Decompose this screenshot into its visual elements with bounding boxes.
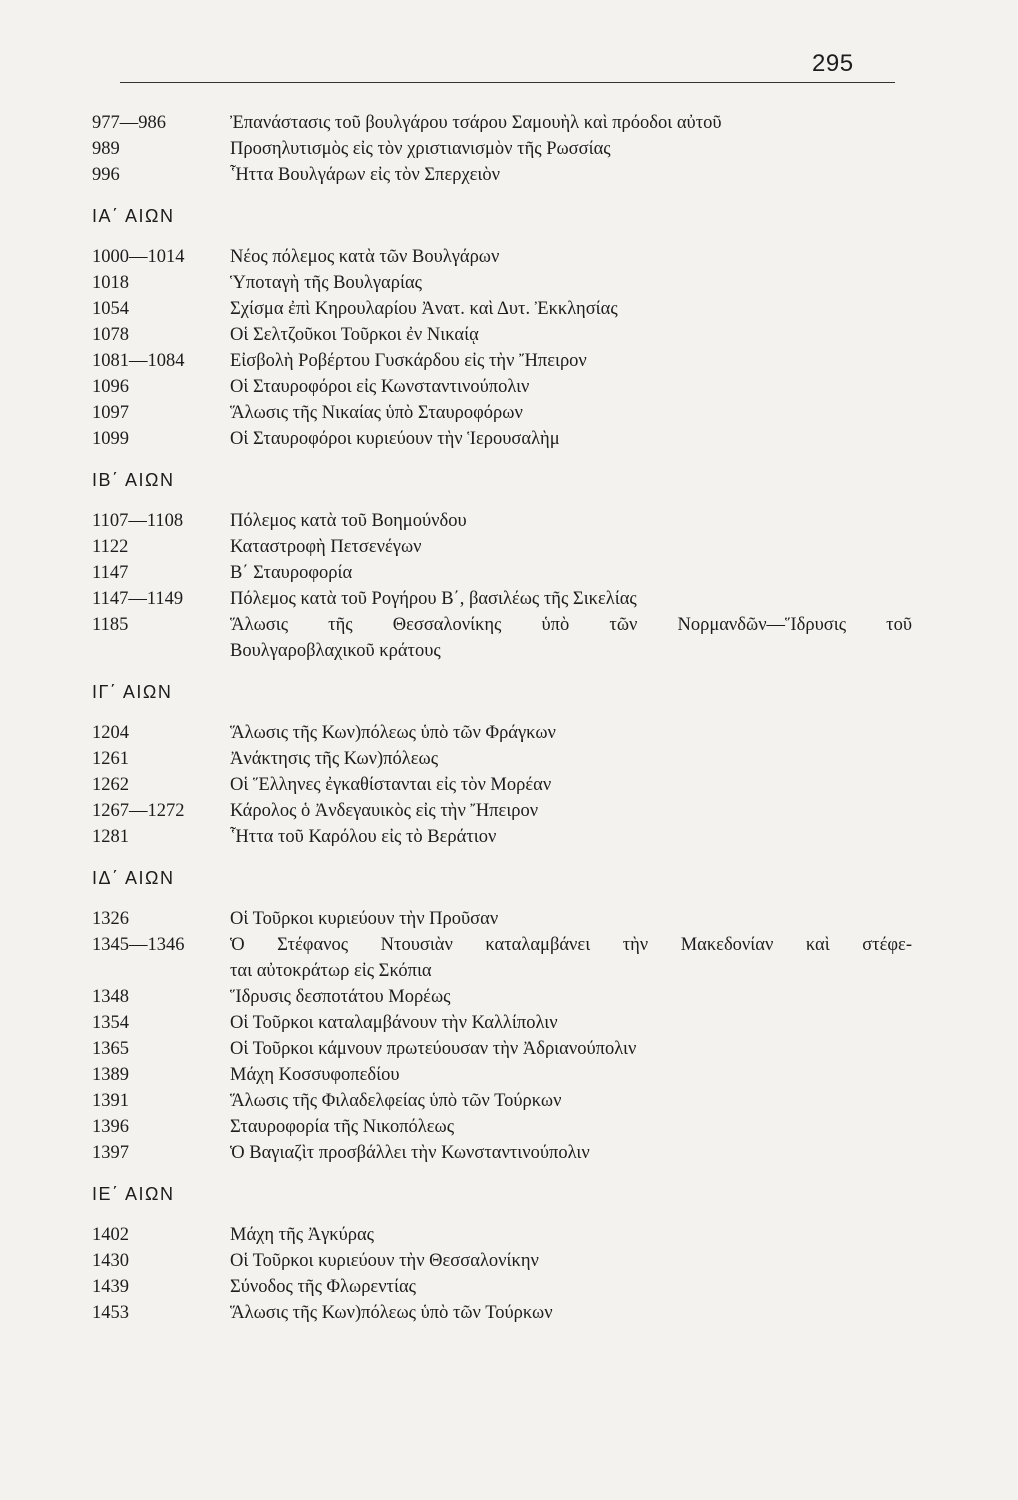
entry-event: [230, 136, 912, 162]
entry-event-text: Οἱ Σταυροφόροι εἰς Κωνσταντινούπολιν: [230, 377, 530, 397]
entry-event: [230, 560, 912, 586]
entry-event: [230, 270, 912, 296]
entry-event-text: Ἧττα Βουλγάρων εἰς τὸν Σπερχειὸν: [230, 165, 501, 185]
chronology-entry: [92, 1300, 912, 1326]
entry-event: [230, 110, 912, 136]
chronology-entry: [92, 348, 912, 374]
entry-event-text: Ἧττα τοῦ Καρόλου εἰς τὸ Βεράτιον: [230, 827, 497, 847]
entry-event-text: Οἱ Τοῦρκοι κάμνουν πρωτεύουσαν τὴν Ἀδριανούπολιν: [230, 1039, 637, 1059]
chronology-entry: [92, 1010, 912, 1036]
entry-event: [230, 746, 912, 772]
entry-date: 1439: [92, 1277, 129, 1297]
entry-date: 996: [92, 165, 120, 185]
entry-event: [230, 720, 912, 746]
entry-date: 1018: [92, 273, 129, 293]
entry-event-continuation: ται αὐτοκράτωρ εἰς Σκόπια: [230, 961, 432, 981]
header-rule: [120, 82, 895, 83]
entry-date: 1122: [92, 537, 129, 557]
page-number: 295: [812, 50, 854, 77]
chronology-entry: [92, 322, 912, 348]
entry-date: 1096: [92, 377, 129, 397]
entry-event: [230, 1222, 912, 1248]
chronology-entry: [92, 906, 912, 932]
entry-date: 1054: [92, 299, 129, 319]
entry-event: [230, 1248, 912, 1274]
entry-event: [230, 824, 912, 850]
chronology-entry: [92, 244, 912, 270]
century-heading: ΙΕ΄ ΑΙΩΝ: [92, 1184, 175, 1204]
entry-event: [230, 244, 912, 270]
entry-event-text: Οἱ Τοῦρκοι καταλαμβάνουν τὴν Καλλίπολιν: [230, 1013, 558, 1033]
chronology-entry: [92, 932, 912, 984]
entry-event-text: Ἐπανάστασις τοῦ βουλγάρου τσάρου Σαμουὴλ καὶ πρόοδοι αὐτοῦ: [230, 113, 722, 133]
entry-date: 977—986: [92, 113, 166, 133]
chronology-entry: [92, 162, 912, 188]
entry-event-text: Ἅλωσις τῆς Κων)πόλεως ὑπὸ τῶν Τούρκων: [230, 1303, 553, 1323]
entry-event: [230, 322, 912, 348]
entry-event-text: Εἰσβολὴ Ροβέρτου Γυσκάρδου εἰς τὴν Ἤπειρον: [230, 351, 587, 371]
chronology-entry: [92, 270, 912, 296]
entry-event: [230, 1300, 912, 1326]
entry-date: 1345—1346: [92, 935, 185, 955]
chronology-entry: [92, 374, 912, 400]
entry-event: [230, 162, 912, 188]
entry-date: 1097: [92, 403, 129, 423]
century-heading: ΙΑ΄ ΑΙΩΝ: [92, 206, 175, 226]
entry-event: [230, 1036, 912, 1062]
entry-event-text: Προσηλυτισμὸς εἰς τὸν χριστιανισμὸν τῆς Ρωσσίας: [230, 139, 611, 159]
entry-event-text: Β΄ Σταυροφορία: [230, 563, 353, 583]
entry-date: 1391: [92, 1091, 129, 1111]
chronology-entry: [92, 1140, 912, 1166]
entry-event: [230, 400, 912, 426]
entry-event-text: Ὁ Στέφανος Ντουσιὰν καταλαμβάνει τὴν Μακεδονίαν καὶ στέφε-: [230, 935, 912, 955]
chronology-entry: [92, 534, 912, 560]
entry-event-text: Ἀνάκτησις τῆς Κων)πόλεως: [230, 749, 439, 769]
chronology-entry: [92, 1274, 912, 1300]
entry-date: 1402: [92, 1225, 129, 1245]
chronology-entry: [92, 296, 912, 322]
entry-event: [230, 296, 912, 322]
entry-event-text: Σύνοδος τῆς Φλωρεντίας: [230, 1277, 416, 1297]
chronology-entry: [92, 746, 912, 772]
entry-event-text: Μάχη τῆς Ἀγκύρας: [230, 1225, 374, 1245]
entry-date: 1348: [92, 987, 129, 1007]
entry-event-text: Σχίσμα ἐπὶ Κηρουλαρίου Ἀνατ. καὶ Δυτ. Ἐκκλησίας: [230, 299, 618, 319]
entry-event: [230, 1062, 912, 1088]
entry-event-text: Οἱ Σταυροφόροι κυριεύουν τὴν Ἱερουσαλὴμ: [230, 429, 560, 449]
chronology-entry: [92, 720, 912, 746]
entry-event-text: Πόλεμος κατὰ τοῦ Ρογήρου Β΄, βασιλέως τῆς Σικελίας: [230, 589, 637, 609]
chronology-entry: [92, 798, 912, 824]
chronology-entry: [92, 824, 912, 850]
entry-event: [230, 586, 912, 612]
entry-event: [230, 772, 912, 798]
entry-date: 1389: [92, 1065, 129, 1085]
entry-event-text: Σταυροφορία τῆς Νικοπόλεως: [230, 1117, 455, 1137]
entry-event-continuation: Βουλγαροβλαχικοῦ κράτους: [230, 641, 441, 661]
chronology-entry: [92, 110, 912, 136]
entry-date: 1430: [92, 1251, 129, 1271]
entry-event-text: Καταστροφὴ Πετσενέγων: [230, 537, 422, 557]
chronology-list: [92, 110, 912, 1326]
entry-date: 1365: [92, 1039, 129, 1059]
entry-event: [230, 612, 912, 664]
entry-event-text: Οἱ Τοῦρκοι κυριεύουν τὴν Προῦσαν: [230, 909, 499, 929]
chronology-entry: [92, 1114, 912, 1140]
entry-event-text: Κάρολος ὁ Ἀνδεγαυικὸς εἰς τὴν Ἤπειρον: [230, 801, 539, 821]
entry-event-text: Οἱ Τοῦρκοι κυριεύουν τὴν Θεσσαλονίκην: [230, 1251, 539, 1271]
entry-date: 1081—1084: [92, 351, 185, 371]
entry-event-text: Οἱ Ἕλληνες ἐγκαθίστανται εἰς τὸν Μορέαν: [230, 775, 552, 795]
chronology-entry: [92, 508, 912, 534]
entry-date: 1453: [92, 1303, 129, 1323]
entry-date: 1147—1149: [92, 589, 184, 609]
chronology-entry: [92, 772, 912, 798]
entry-date: 1396: [92, 1117, 129, 1137]
entry-event: [230, 1114, 912, 1140]
chronology-entry: [92, 426, 912, 452]
chronology-entry: [92, 1062, 912, 1088]
entry-event-text: Ἅλωσις τῆς Νικαίας ὑπὸ Σταυροφόρων: [230, 403, 523, 423]
entry-date: 1099: [92, 429, 129, 449]
entry-event: [230, 426, 912, 452]
century-heading: ΙΓ΄ ΑΙΩΝ: [92, 682, 173, 702]
entry-event-text: Ὑποταγὴ τῆς Βουλγαρίας: [230, 273, 422, 293]
entry-date: 1326: [92, 909, 129, 929]
chronology-entry: [92, 1088, 912, 1114]
entry-date: 1281: [92, 827, 129, 847]
entry-event-text: Οἱ Σελτζοῦκοι Τοῦρκοι ἐν Νικαίᾳ: [230, 325, 479, 345]
entry-event-text: Ὁ Βαγιαζὶτ προσβάλλει τὴν Κωνσταντινούπολιν: [230, 1143, 590, 1163]
entry-date: 1354: [92, 1013, 129, 1033]
chronology-entry: [92, 612, 912, 664]
entry-event-text: Ἅλωσις τῆς Φιλαδελφείας ὑπὸ τῶν Τούρκων: [230, 1091, 562, 1111]
entry-date: 1000—1014: [92, 247, 185, 267]
entry-event: [230, 348, 912, 374]
entry-event-text: Πόλεμος κατὰ τοῦ Βοημούνδου: [230, 511, 467, 531]
entry-event: [230, 1274, 912, 1300]
chronology-entry: [92, 586, 912, 612]
entry-event-text: Ἅλωσις τῆς Θεσσαλονίκης ὑπὸ τῶν Νορμανδῶν—Ἵδρυσις τοῦ: [230, 615, 912, 635]
entry-event-text: Νέος πόλεμος κατὰ τῶν Βουλγάρων: [230, 247, 500, 267]
entry-event: [230, 1010, 912, 1036]
entry-event: [230, 1088, 912, 1114]
century-heading: ΙΒ΄ ΑΙΩΝ: [92, 470, 175, 490]
entry-event: [230, 1140, 912, 1166]
chronology-entry: [92, 984, 912, 1010]
entry-event: [230, 374, 912, 400]
chronology-entry: [92, 136, 912, 162]
entry-date: 1262: [92, 775, 129, 795]
entry-event: [230, 534, 912, 560]
entry-event: [230, 984, 912, 1010]
entry-event-text: Μάχη Κοσσυφοπεδίου: [230, 1065, 400, 1085]
century-heading: ΙΔ΄ ΑΙΩΝ: [92, 868, 175, 888]
entry-date: 1267—1272: [92, 801, 185, 821]
chronology-entry: [92, 560, 912, 586]
entry-date: 1107—1108: [92, 511, 184, 531]
entry-date: 1078: [92, 325, 129, 345]
entry-event: [230, 932, 912, 984]
entry-event: [230, 798, 912, 824]
chronology-entry: [92, 1036, 912, 1062]
entry-event-text: Ἵδρυσις δεσποτάτου Μορέως: [230, 987, 451, 1007]
entry-date: 1185: [92, 615, 129, 635]
chronology-entry: [92, 1222, 912, 1248]
entry-date: 1397: [92, 1143, 129, 1163]
entry-event: [230, 906, 912, 932]
entry-date: 989: [92, 139, 120, 159]
entry-date: 1261: [92, 749, 129, 769]
entry-event-text: Ἅλωσις τῆς Κων)πόλεως ὑπὸ τῶν Φράγκων: [230, 723, 556, 743]
entry-date: 1204: [92, 723, 129, 743]
entry-event: [230, 508, 912, 534]
chronology-entry: [92, 400, 912, 426]
chronology-entry: [92, 1248, 912, 1274]
entry-date: 1147: [92, 563, 129, 583]
